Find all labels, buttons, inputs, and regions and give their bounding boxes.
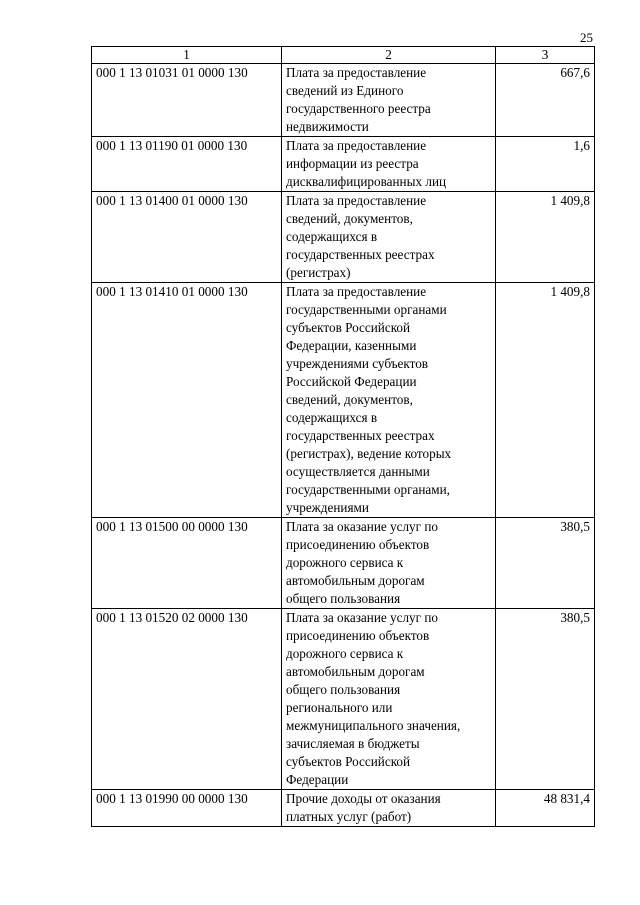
description-cell [282, 192, 496, 283]
description-line: учреждениями субъектов [286, 356, 429, 371]
amount-cell: 1 409,8 [496, 283, 595, 518]
description-line: дорожного сервиса к [286, 555, 404, 570]
budget-table [91, 46, 595, 827]
description-cell [282, 64, 496, 137]
description-line: Федерации [286, 772, 349, 787]
description-line: дисквалифицированных лиц [286, 174, 447, 189]
amount-cell: 1,6 [496, 137, 595, 192]
budget-code-cell: 000 1 13 01410 01 0000 130 [92, 283, 282, 518]
amount-cell: 380,5 [496, 609, 595, 790]
description-line: Плата за оказание услуг по [286, 610, 439, 625]
table-row [92, 609, 595, 790]
table-row [92, 283, 595, 518]
amount-cell: 48 831,4 [496, 790, 595, 827]
budget-code-cell: 000 1 13 01400 01 0000 130 [92, 192, 282, 283]
description-line: межмуниципального значения, [286, 718, 461, 733]
table-row [92, 518, 595, 609]
description-line: субъектов Российской [286, 320, 411, 335]
description-line: платных услуг (работ) [286, 809, 412, 824]
table-header [92, 47, 595, 64]
description-line: сведений, документов, [286, 392, 413, 407]
table-row [92, 192, 595, 283]
header-row [92, 47, 595, 64]
budget-code-cell: 000 1 13 01190 01 0000 130 [92, 137, 282, 192]
description-line: информации из реестра [286, 156, 419, 171]
description-line: Федерации, казенными [286, 338, 417, 353]
description-line: осуществляется данными [286, 464, 430, 479]
budget-code-cell: 000 1 13 01520 02 0000 130 [92, 609, 282, 790]
description-line: Российской Федерации [286, 374, 417, 389]
description-line: общего пользования [286, 682, 401, 697]
budget-code-cell: 000 1 13 01990 00 0000 130 [92, 790, 282, 827]
column-header-value: 3 [496, 47, 595, 64]
description-line: Плата за предоставление [286, 284, 427, 299]
budget-code-cell: 000 1 13 01500 00 0000 130 [92, 518, 282, 609]
description-line: субъектов Российской [286, 754, 411, 769]
description-line: Прочие доходы от оказания [286, 791, 441, 806]
description-line: Плата за оказание услуг по [286, 519, 439, 534]
description-line: государственных реестрах [286, 428, 435, 443]
amount-cell: 380,5 [496, 518, 595, 609]
description-line: государственных реестрах [286, 247, 435, 262]
description-line: регионального или [286, 700, 393, 715]
budget-code-cell: 000 1 13 01031 01 0000 130 [92, 64, 282, 137]
amount-cell: 1 409,8 [496, 192, 595, 283]
description-line: зачисляемая в бюджеты [286, 736, 420, 751]
description-line: содержащихся в [286, 229, 378, 244]
amount-cell: 667,6 [496, 64, 595, 137]
description-cell [282, 518, 496, 609]
column-header-description: 2 [282, 47, 496, 64]
description-line: Плата за предоставление [286, 138, 427, 153]
description-line: автомобильным дорогам [286, 573, 425, 588]
description-line: присоединению объектов [286, 537, 430, 552]
description-line: государственного реестра [286, 101, 431, 116]
description-cell [282, 790, 496, 827]
table-body [92, 64, 595, 827]
description-line: сведений из Единого [286, 83, 404, 98]
description-line: (регистрах), ведение которых [286, 446, 452, 461]
description-line: Плата за предоставление [286, 193, 427, 208]
description-line: содержащихся в [286, 410, 378, 425]
table-row [92, 790, 595, 827]
description-line: дорожного сервиса к [286, 646, 404, 661]
page-number: 25 [580, 30, 593, 45]
description-line: присоединению объектов [286, 628, 430, 643]
description-cell [282, 283, 496, 518]
description-line: сведений, документов, [286, 211, 413, 226]
description-cell [282, 137, 496, 192]
description-line: Плата за предоставление [286, 65, 427, 80]
description-line: недвижимости [286, 119, 369, 134]
description-line: государственными органами, [286, 482, 450, 497]
description-cell [282, 609, 496, 790]
table-row [92, 64, 595, 137]
description-line: общего пользования [286, 591, 401, 606]
table-row [92, 137, 595, 192]
description-line: автомобильным дорогам [286, 664, 425, 679]
column-header-code: 1 [92, 47, 282, 64]
description-line: учреждениями [286, 500, 369, 515]
description-line: (регистрах) [286, 265, 351, 280]
description-line: государственными органами [286, 302, 447, 317]
